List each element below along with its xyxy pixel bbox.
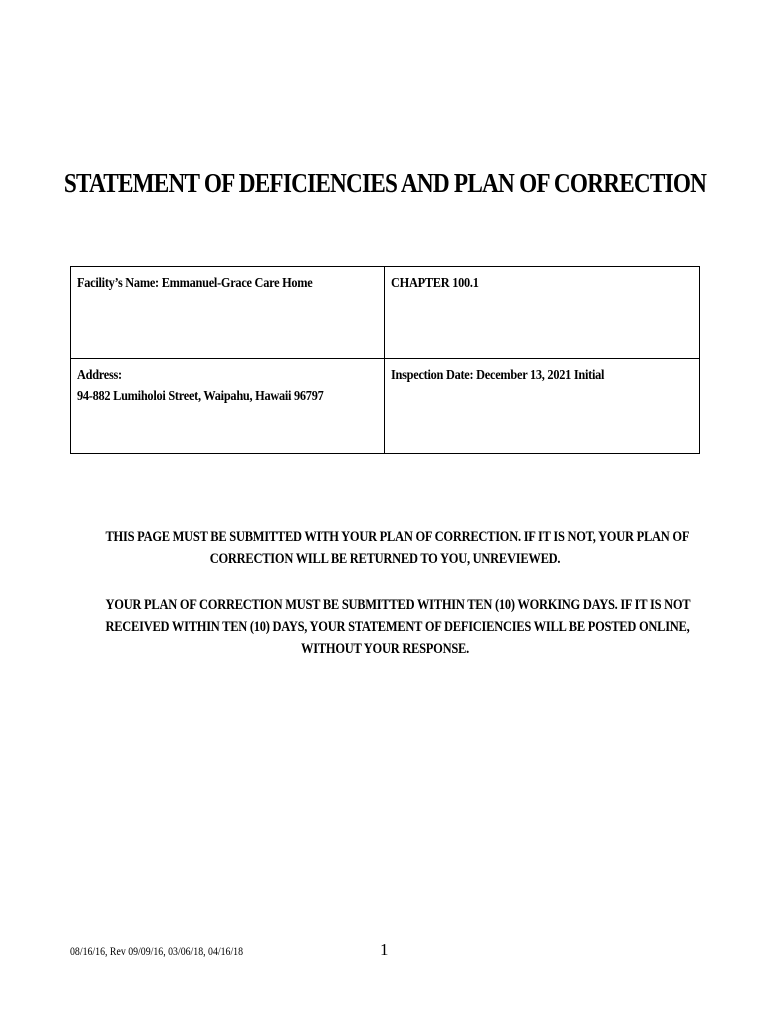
revision-dates: 08/16/16, Rev 09/09/16, 03/06/18, 04/16/18 [70, 944, 244, 958]
notice-line: YOUR PLAN OF CORRECTION MUST BE SUBMITTED WITHIN TEN (10) WORKING DAYS. IF IT IS NOT [105, 597, 691, 613]
notice-line: WITHOUT YOUR RESPONSE. [301, 641, 469, 657]
deadline-notice [60, 594, 710, 660]
facility-name: Facility’s Name: Emmanuel-Grace Care Home [77, 276, 313, 291]
notice-line: RECEIVED WITHIN TEN (10) DAYS, YOUR STATEMENT OF DEFICIENCIES WILL BE POSTED ONLINE, [105, 619, 690, 635]
inspection-date-cell [385, 359, 699, 453]
facility-info-table [70, 266, 700, 454]
page-number: 1 [380, 940, 389, 959]
page-title: STATEMENT OF DEFICIENCIES AND PLAN OF CORRECTION [63, 168, 707, 198]
chapter: CHAPTER 100.1 [391, 276, 479, 291]
submission-notice [60, 526, 710, 570]
inspection-date: Inspection Date: December 13, 2021 Initial [391, 368, 605, 383]
address-cell [71, 359, 385, 453]
facility-name-cell [71, 267, 385, 359]
address-value: 94-882 Lumiholoi Street, Waipahu, Hawaii 96797 [77, 389, 324, 404]
chapter-cell [385, 267, 699, 359]
notice-line: THIS PAGE MUST BE SUBMITTED WITH YOUR PLAN OF CORRECTION. IF IT IS NOT, YOUR PLAN OF [105, 529, 690, 545]
address-label: Address: [77, 368, 122, 383]
notice-line: CORRECTION WILL BE RETURNED TO YOU, UNREVIEWED. [209, 551, 561, 567]
